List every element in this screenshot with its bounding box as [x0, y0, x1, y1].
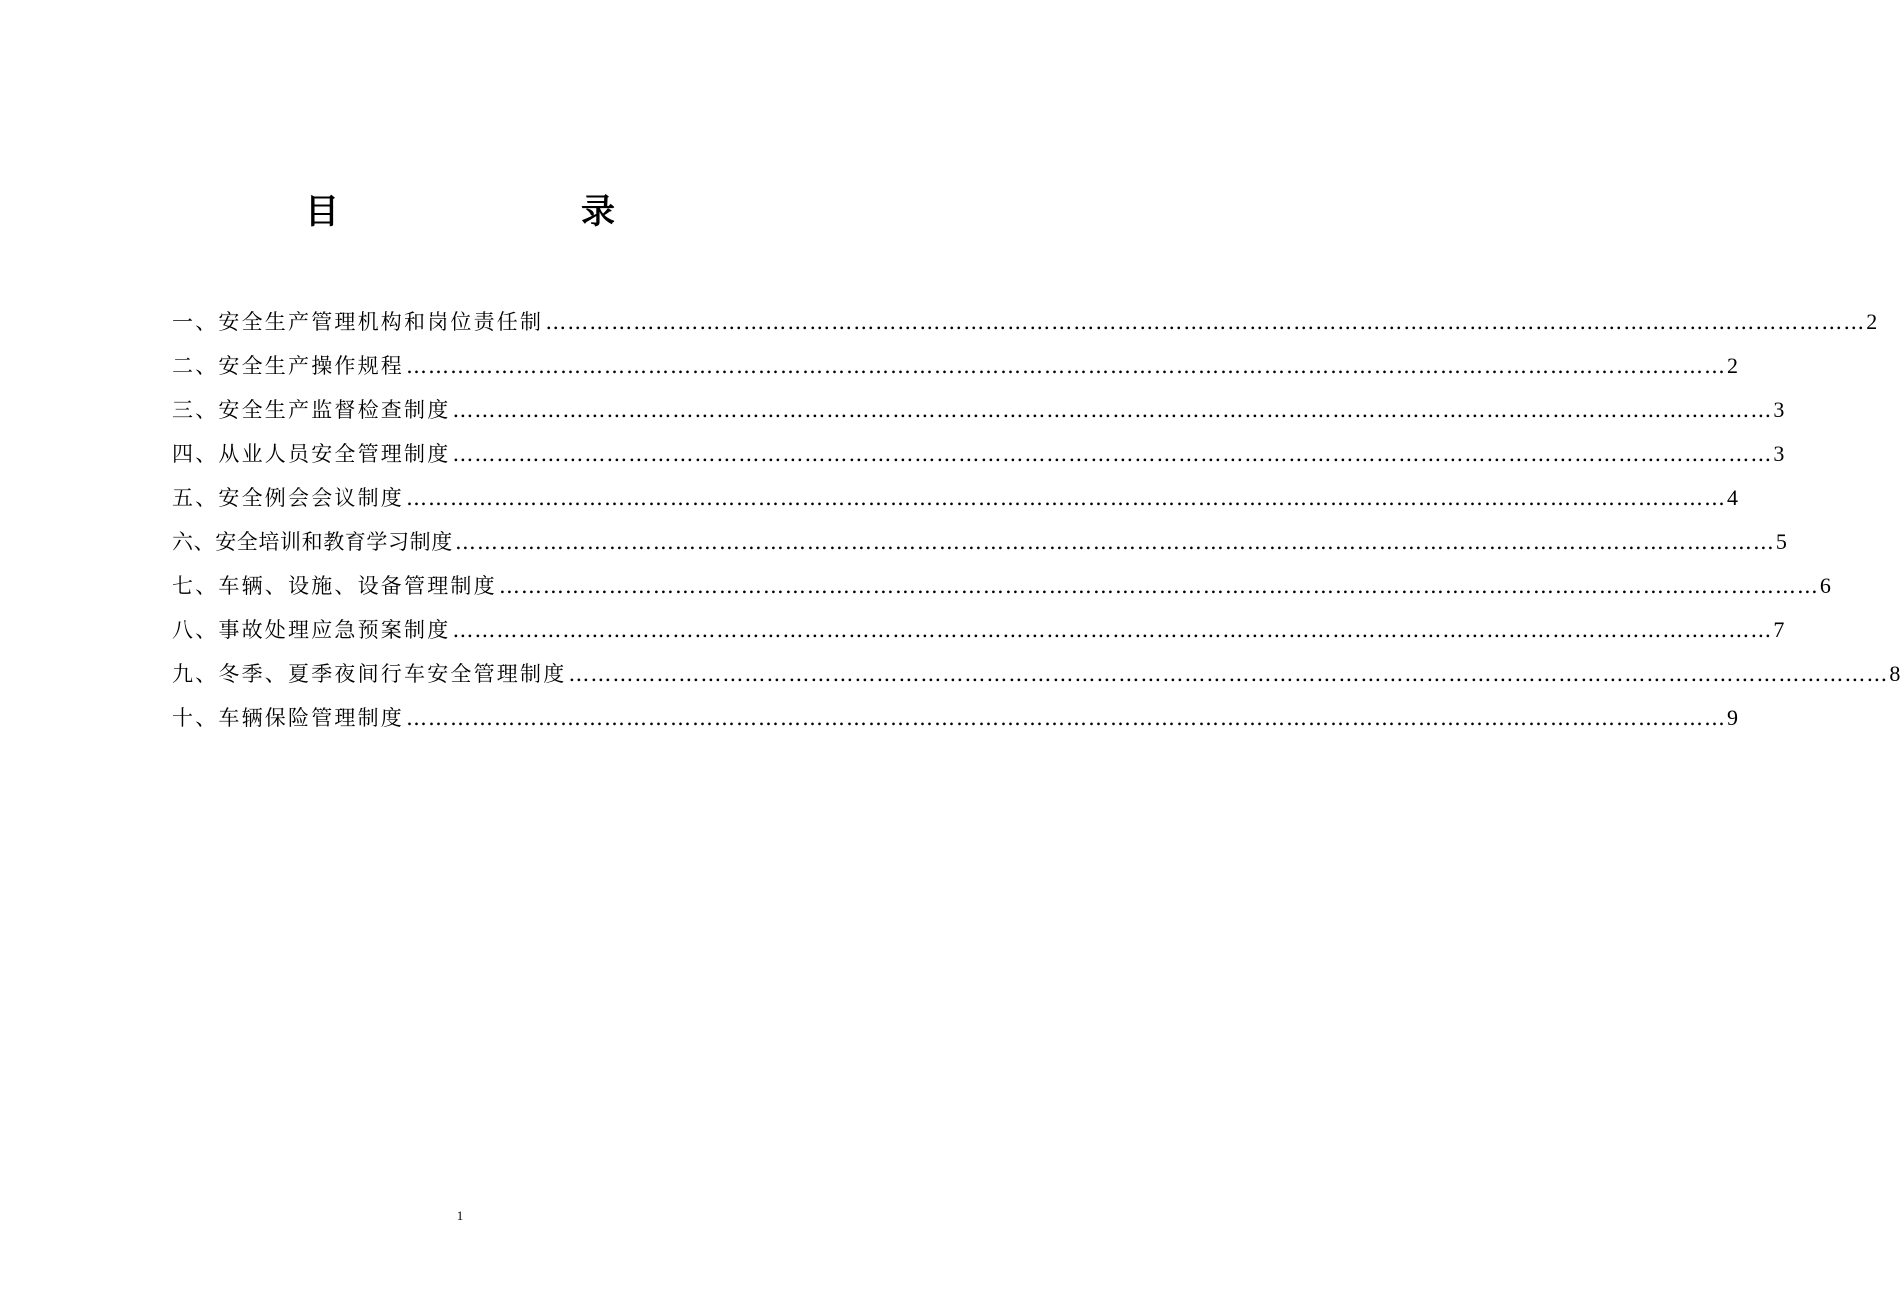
toc-entry-label: 八、事故处理应急预案制度 [172, 618, 451, 642]
toc-entry[interactable] [172, 300, 1878, 344]
toc-entry-label: 四、从业人员安全管理制度 [172, 442, 451, 466]
toc-entry[interactable] [172, 344, 1738, 388]
toc-entry[interactable] [172, 608, 1785, 652]
toc-dot-leader: ……………………………………………………………………………………………………………………………………………………………… [454, 530, 1775, 554]
toc-entry[interactable] [172, 388, 1785, 432]
toc-entry[interactable] [172, 432, 1785, 476]
toc-entry-page: 2 [1866, 309, 1878, 334]
toc-entry-label: 一、安全生产管理机构和岗位责任制 [172, 310, 544, 334]
toc-entry-page: 9 [1727, 705, 1738, 730]
page-number: 1 [456, 1208, 464, 1223]
toc-entry-label: 五、安全例会会议制度 [172, 486, 404, 510]
toc-entry-label: 九、冬季、夏季夜间行车安全管理制度 [172, 662, 567, 686]
toc-entry[interactable] [172, 564, 1831, 608]
toc-entry-page: 6 [1819, 573, 1831, 598]
table-of-contents [172, 300, 1900, 740]
toc-entry-label: 十、车辆保险管理制度 [172, 706, 404, 730]
toc-dot-leader: ……………………………………………………………………………………………………………………………………………………………… [452, 442, 1773, 466]
toc-dot-leader: ……………………………………………………………………………………………………………………………………………………………… [406, 354, 1726, 378]
toc-dot-leader: ……………………………………………………………………………………………………………………………………………………………… [568, 662, 1889, 686]
toc-dot-leader: ……………………………………………………………………………………………………………………………………………………………… [498, 574, 1819, 598]
toc-dot-leader: ……………………………………………………………………………………………………………………………………………………………… [406, 706, 1726, 730]
toc-entry[interactable] [172, 476, 1738, 520]
toc-entry-page: 2 [1727, 353, 1738, 378]
toc-entry-page: 3 [1773, 441, 1785, 466]
toc-dot-leader: ……………………………………………………………………………………………………………………………………………………………… [452, 398, 1773, 422]
toc-entry[interactable] [172, 696, 1738, 740]
toc-entry[interactable] [172, 520, 1787, 564]
toc-entry-label: 二、安全生产操作规程 [172, 354, 404, 378]
toc-entry-page: 8 [1889, 661, 1900, 686]
toc-entry-page: 7 [1773, 617, 1785, 642]
toc-dot-leader: ……………………………………………………………………………………………………………………………………………………………… [545, 310, 1866, 334]
toc-entry-page: 4 [1727, 485, 1738, 510]
toc-entry-label: 六、安全培训和教育学习制度 [172, 530, 453, 554]
toc-entry[interactable] [172, 652, 1900, 696]
page-title: 目 录 [305, 192, 673, 232]
toc-dot-leader: ……………………………………………………………………………………………………………………………………………………………… [452, 618, 1773, 642]
toc-entry-page: 3 [1773, 397, 1785, 422]
toc-entry-label: 三、安全生产监督检查制度 [172, 398, 451, 422]
toc-entry-label: 七、车辆、设施、设备管理制度 [172, 574, 497, 598]
toc-dot-leader: ……………………………………………………………………………………………………………………………………………………………… [406, 486, 1726, 510]
toc-entry-page: 5 [1775, 529, 1787, 554]
